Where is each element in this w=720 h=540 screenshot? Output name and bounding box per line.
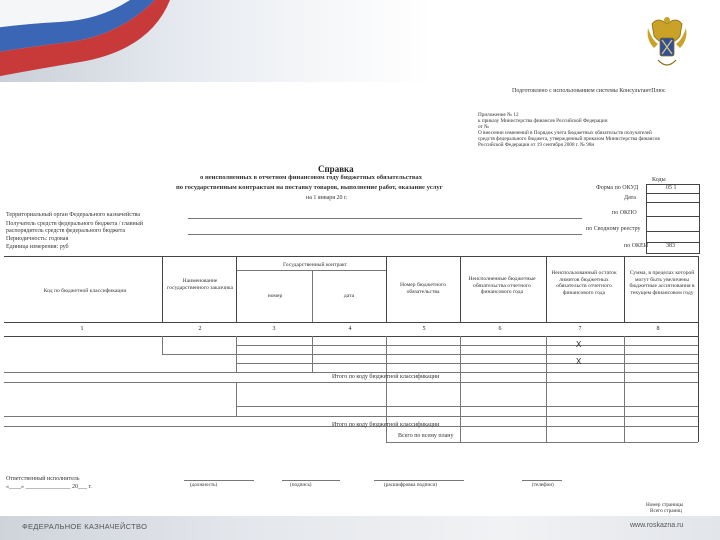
page-total-label: Всего страниц [650,508,682,514]
col-header-1: Код по бюджетной классификации [43,288,127,294]
recipient-label-1: Получатель средств федерального бюджета / главный [6,221,144,227]
gk-header: Государственный контракт [283,262,347,268]
total-label: Всего по всему плану [398,433,454,439]
date-label: Дата [624,195,636,201]
doc-subtitle-1: о неисполненных в отчетном финансовом году бюджетных обязательствах [200,174,423,181]
annex-line-4: О внесении изменений в Порядок учета бюджетных обязательств получателей [478,130,652,136]
col-number-7: 7 [578,326,582,332]
okpo-label: по ОКПО [612,210,637,216]
okud-value: 05 1 [666,185,677,191]
consultant-note: Подготовлено с использованием системы КонсультантПлюс [512,88,666,94]
footer-org-name: ФЕДЕРАЛЬНОЕ КАЗНАЧЕЙСТВО [22,522,148,531]
organ-label: Территориальный орган Федерального казначейства [6,212,140,218]
col-header-3: номер [267,293,283,299]
col-header-6: Неисполненные бюджетные обязательства отчетного финансового года [468,276,536,296]
subtotal-label-1: Итого по коду бюджетной классификации [332,374,440,380]
okud-label: Форма по ОКУД [596,185,639,191]
sig-label-position: (должность) [190,482,218,488]
subtotal-label-2: Итого по коду бюджетной классификации [332,422,440,428]
col-header-2: Наименование государственного заказчика [166,278,234,291]
doc-title: Справка [318,164,354,174]
footer-website-link[interactable]: www.roskazna.ru [630,522,684,529]
col-number-8: 8 [656,326,660,332]
page-number-label: Номер страницы [646,502,684,508]
annex-line-1: Приложение № 12 [478,112,519,118]
col-header-4: дата [343,293,355,299]
col-number-2: 2 [198,326,202,332]
col-header-5: Номер бюджетного обязательства [400,282,446,295]
unit-label: Единица измерения: руб [6,244,69,250]
x-mark-1: X [576,340,582,349]
col-number-4: 4 [348,326,352,332]
col-number-3: 3 [272,326,276,332]
codes-header: Коды [652,177,666,183]
periodicity-label: Периодичность: годовая [6,236,69,242]
sig-label-phone: (телефон) [532,482,554,488]
header-band [0,0,720,82]
recipient-label-2: распорядитель средств федерального бюджета [6,228,126,234]
col-header-7: Неиспользованный остаток лимитов бюджетных обязательств отчетного финансового года [551,270,617,296]
col-header-8: Сумма, в пределах которой могут быть увеличены бюджетные ассигнования в текущем финансовом году [629,270,695,296]
col-number-5: 5 [422,326,426,332]
date-line: на 1 января 20 г. [306,195,348,201]
col-number-6: 6 [498,326,502,332]
annex-line-3: от № [478,124,490,130]
col-number-1: 1 [80,326,84,332]
sig-label-name: (расшифровка подписи) [384,482,437,488]
treasury-emblem-icon [644,14,690,72]
annex-line-2: к приказу Министерства финансов Российской Федерации [478,118,608,124]
annex-line-5: средств федерального бюджета, утвержденный приказом Министерства финансов [478,136,660,142]
russian-flag-image [0,0,170,80]
okei-value: 383 [666,243,675,249]
doc-subtitle-2: по государственным контрактам на поставку товаров, выполнение работ, оказание услуг [176,184,443,191]
annex-line-6: Российской Федерации от 19 сентября 2008 г. № 98н [478,142,595,148]
okei-label: по ОКЕИ [624,243,649,249]
responsible-label: Ответственный исполнитель [6,476,80,482]
sig-label-signature: (подпись) [290,482,312,488]
x-mark-2: X [576,357,582,366]
signature-date-line: «____» _______________ 20___ г. [6,484,92,490]
svreestr-label: по Сводному реестру [586,226,641,232]
